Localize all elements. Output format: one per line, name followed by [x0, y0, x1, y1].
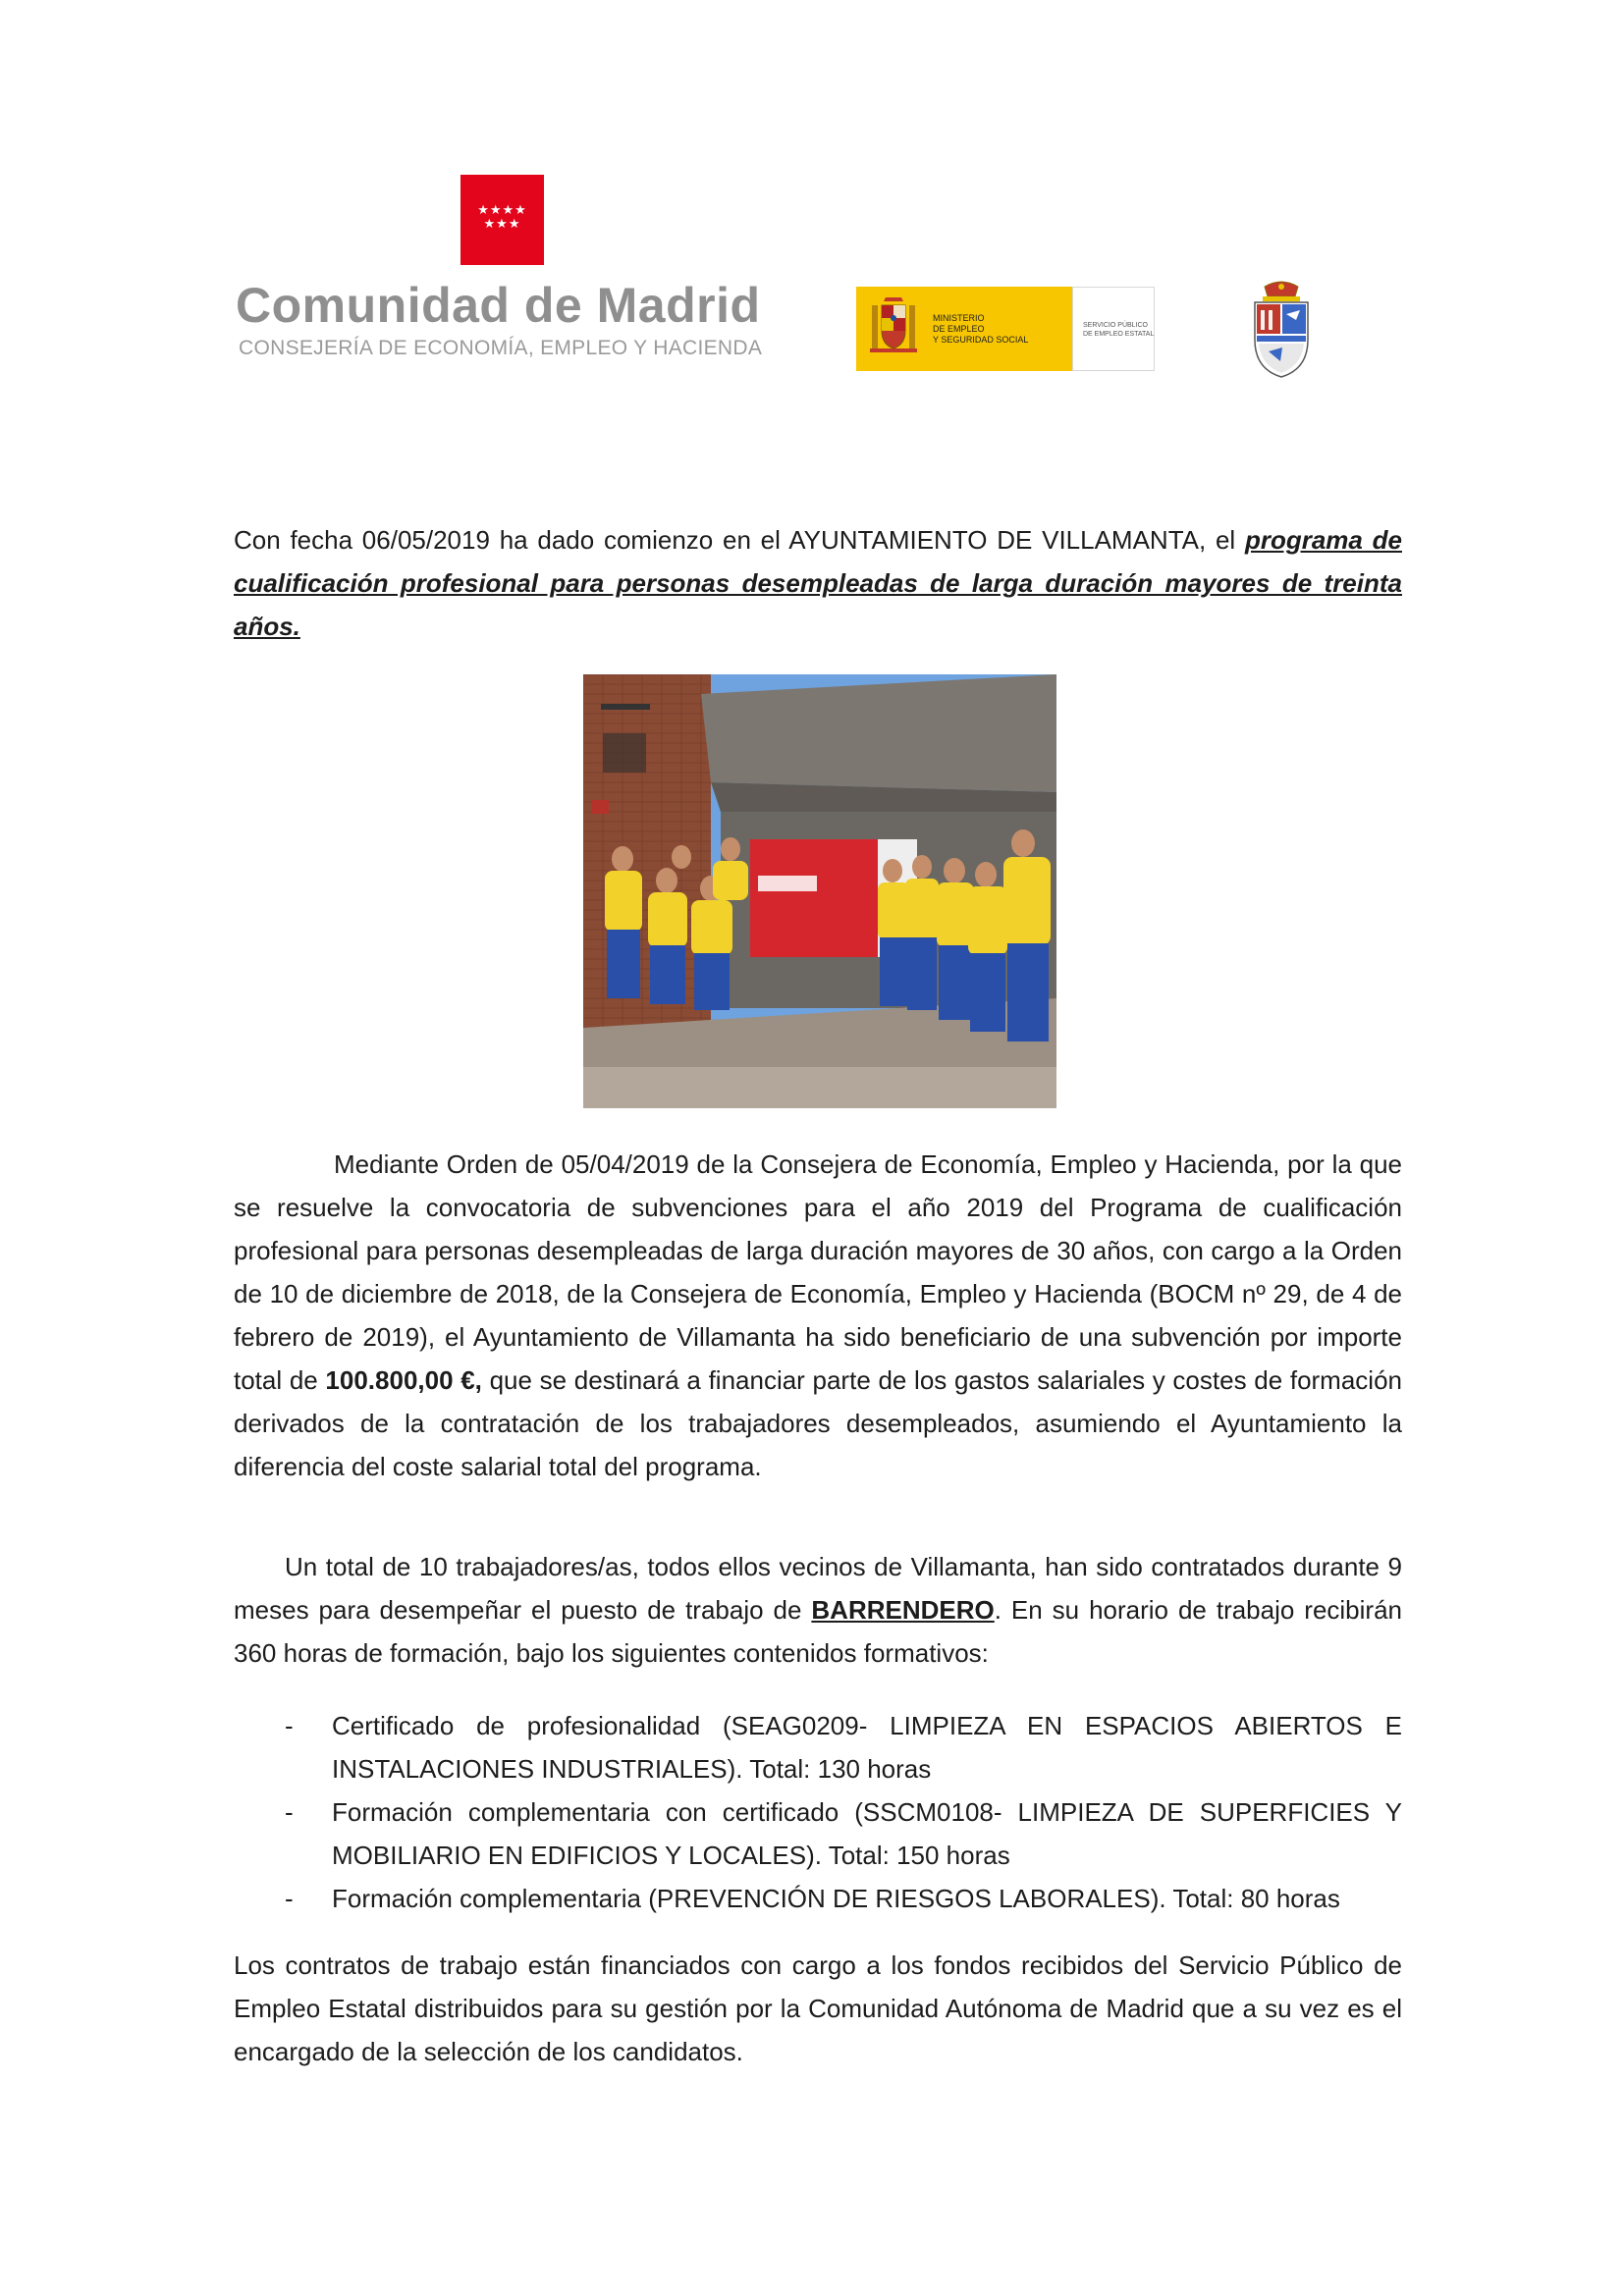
orden-text-a: Mediante Orden de 05/04/2019 de la Consejera de Economía, Empleo y Hacienda, por la que se resuelve la convocatoria de subvenciones para el año 2019 del Programa de cualificación profesional para personas desempleadas de larga duración mayores de 30 años, con cargo a la Orden de 10 de diciembre de 2018, de la Consejera de Economía, Empleo y Hacienda (BOCM nº 29, de 4 de febrero de 2019), el Ayuntamiento de Villamanta ha sido beneficiario de una subvención por importe total de	[234, 1149, 1402, 1395]
villamanta-coat-of-arms-icon	[1245, 281, 1318, 379]
ministerio-label: MINISTERIO DE EMPLEO Y SEGURIDAD SOCIAL	[933, 313, 1029, 345]
list-item-text: Formación complementaria (PREVENCIÓN DE RIESGOS LABORALES). Total: 80 horas	[332, 1884, 1340, 1913]
list-item-text: Formación complementaria con certificado (SSCM0108- LIMPIEZA DE SUPERFICIES Y MOBILIARIO EN EDIFICIOS Y LOCALES). Total: 150 horas	[332, 1797, 1402, 1870]
sepe-logo	[1072, 287, 1155, 371]
list-item	[285, 1790, 1402, 1877]
intro-paragraph	[234, 518, 1402, 648]
intro-lead-text: Con fecha 06/05/2019 ha dado comienzo en el AYUNTAMIENTO DE VILLAMANTA, el	[234, 525, 1245, 555]
sepe-label: SERVICIO PÚBLICO DE EMPLEO ESTATAL	[1083, 322, 1155, 338]
list-item	[285, 1877, 1402, 1920]
workers-photo-image	[583, 674, 1056, 1108]
list-dash: -	[285, 1797, 294, 1827]
orden-text-b: que se destinará a financiar parte de los gastos salariales y costes de formación derivados de la contratación de los trabajadores desempleados, asumiendo el Ayuntamiento la diferencia del coste salarial total del programa.	[234, 1365, 1402, 1481]
job-title: BARRENDERO	[811, 1595, 995, 1625]
list-dash: -	[285, 1884, 294, 1913]
ministerio-empleo-logo	[856, 287, 1072, 371]
final-paragraph: Los contratos de trabajo están financiados con cargo a los fondos recibidos del Servicio Público de Empleo Estatal distribuidos para su gestión por la Comunidad Autónoma de Madrid que a su vez es el encargado de la selección de los candidatos.	[234, 1950, 1402, 2066]
list-item-text: Certificado de profesionalidad (SEAG0209- LIMPIEZA EN ESPACIOS ABIERTOS E INSTALACIONES INDUSTRIALES). Total: 130 horas	[332, 1711, 1402, 1784]
spain-coat-of-arms-icon	[870, 295, 917, 360]
madrid-stars-icon: ★★★★ ★★★	[477, 203, 527, 232]
list-dash: -	[285, 1711, 294, 1740]
consejeria-name: CONSEJERÍA DE ECONOMÍA, EMPLEO Y HACIENDA	[239, 337, 763, 359]
program-sign-board	[750, 839, 878, 957]
trabajadores-text-a: Un total de 10 trabajadores/as, todos ellos vecinos de Villamanta, han sido contratados durante 9 meses para desempeñar el puesto de trabajo de	[234, 1552, 1402, 1625]
orden-paragraph	[234, 1143, 1402, 1488]
trabajadores-paragraph	[234, 1545, 1402, 1675]
subvencion-amount: 100.800,00 €,	[325, 1365, 482, 1395]
workers-group-photo	[583, 674, 1056, 1108]
list-item	[285, 1704, 1402, 1790]
program-name: programa de cualificación profesional para personas desempleadas de larga duración mayores de treinta años.	[234, 525, 1402, 641]
comunidad-madrid-name: Comunidad de Madrid	[236, 278, 761, 333]
formacion-list	[285, 1704, 1402, 1920]
comunidad-madrid-flag-logo	[460, 175, 544, 265]
trabajadores-text-b: . En su horario de trabajo recibirán 360 horas de formación, bajo los siguientes contenidos formativos:	[234, 1595, 1402, 1668]
